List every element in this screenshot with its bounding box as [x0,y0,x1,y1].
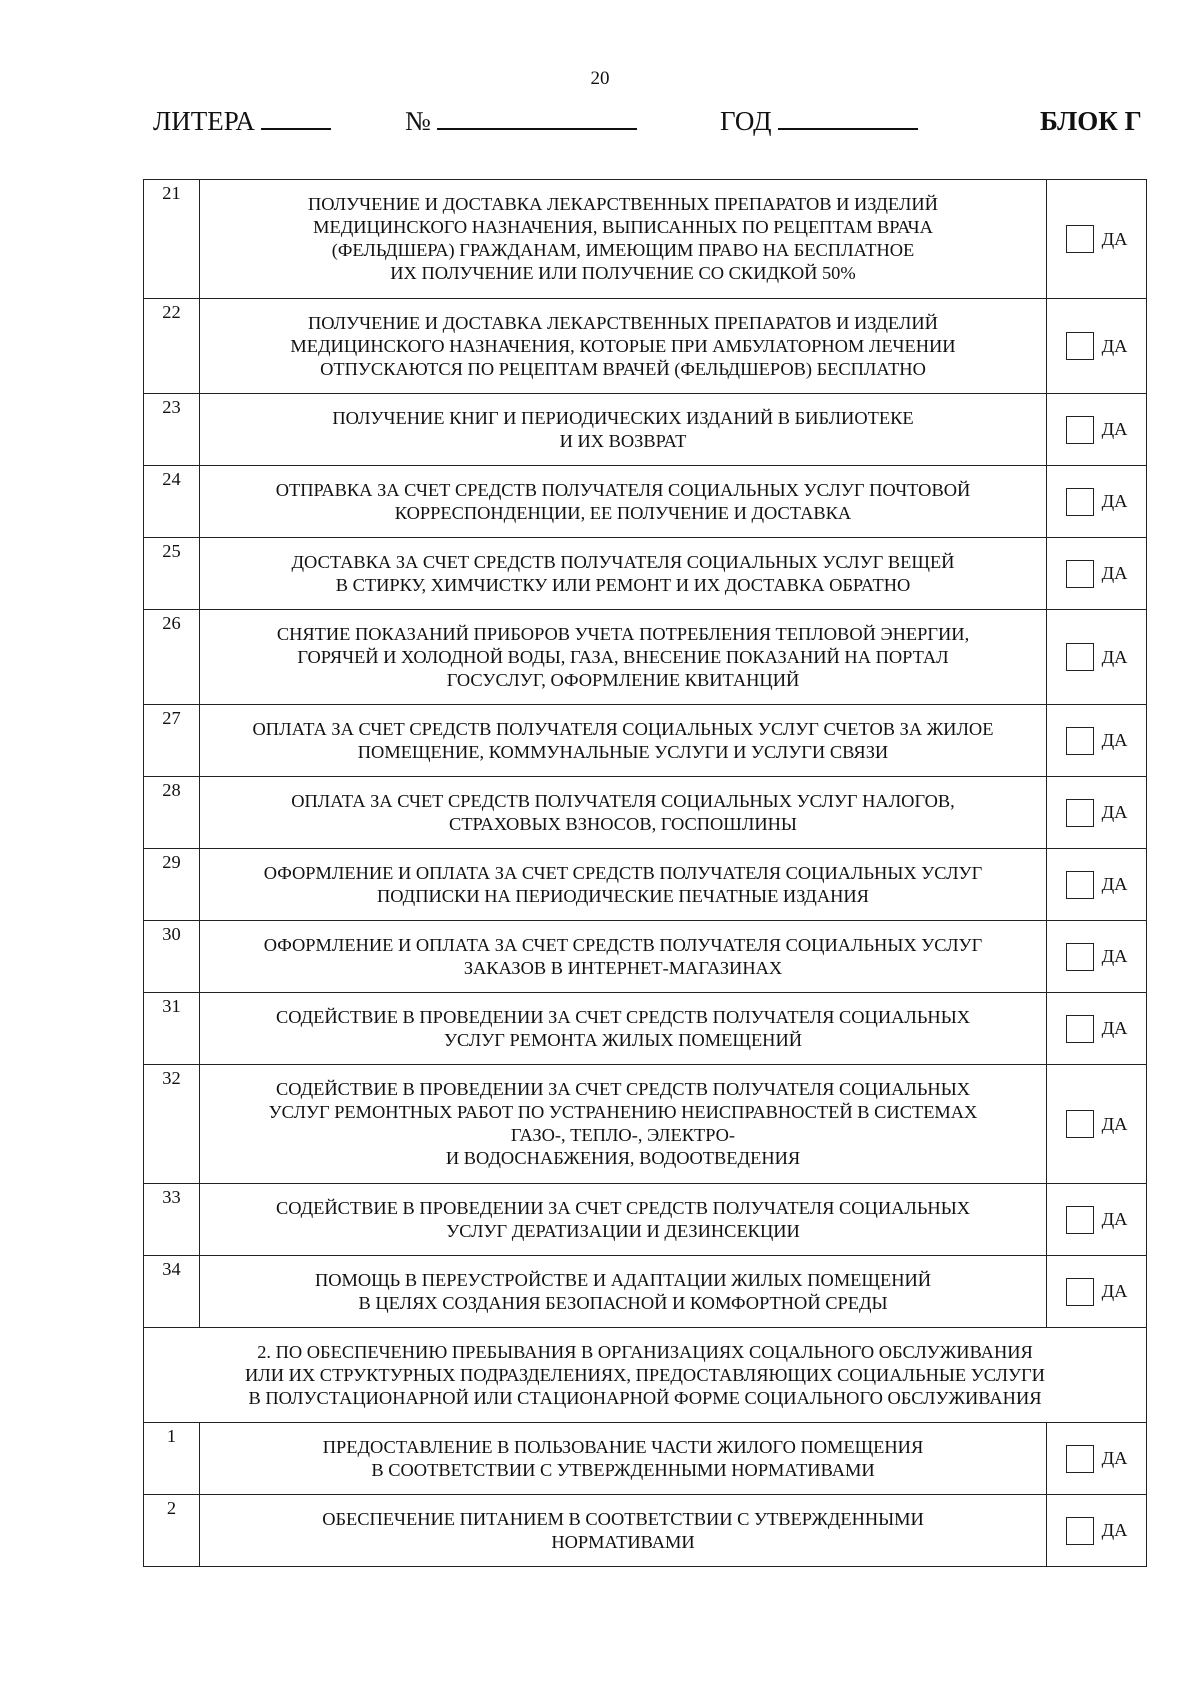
row-number: 34 [144,1256,200,1328]
answer-cell [1047,1065,1147,1184]
description-line: ГАЗО-, ТЕПЛО-, ЭЛЕКТРО- [510,1125,736,1145]
description-line: ОФОРМЛЕНИЕ И ОПЛАТА ЗА СЧЕТ СРЕДСТВ ПОЛУЧАТЕЛЯ СОЦИАЛЬНЫХ УСЛУГ [263,934,983,955]
yes-label: ДА [1101,335,1128,356]
answer-wrap [1047,727,1146,755]
yes-label: ДА [1101,1018,1128,1038]
yes-checkbox[interactable] [1066,727,1094,755]
service-description [200,849,1047,921]
description-line: ПОЛУЧЕНИЕ И ДОСТАВКА ЛЕКАРСТВЕННЫХ ПРЕПАРАТОВ И ИЗДЕЛИЙ [308,194,938,214]
answer-cell [1047,777,1147,849]
yes-checkbox[interactable] [1066,1110,1094,1138]
yes-checkbox[interactable] [1066,1206,1094,1234]
description-line: УСЛУГ РЕМОНТА ЖИЛЫХ ПОМЕЩЕНИЙ [443,1029,803,1050]
answer-wrap [1047,416,1146,444]
yes-checkbox[interactable] [1066,1278,1094,1306]
yes-checkbox[interactable] [1066,943,1094,971]
number-input-line[interactable] [437,104,637,130]
table-row [144,180,1147,299]
yes-checkbox[interactable] [1066,1015,1094,1043]
description-line: ПОЛУЧЕНИЕ КНИГ И ПЕРИОДИЧЕСКИХ ИЗДАНИЙ В БИБЛИОТЕКЕ [332,407,914,428]
answer-wrap [1047,1278,1146,1306]
description-line: ГОРЯЧЕЙ И ХОЛОДНОЙ ВОДЫ, ГАЗА, ВНЕСЕНИЕ ПОКАЗАНИЙ НА ПОРТАЛ [297,646,949,667]
answer-cell [1047,705,1147,777]
answer-wrap [1047,1015,1146,1043]
yes-label: ДА [1101,1113,1128,1134]
description-line: ОТПРАВКА ЗА СЧЕТ СРЕДСТВ ПОЛУЧАТЕЛЯ СОЦИАЛЬНЫХ УСЛУГ ПОЧТОВОЙ [275,479,971,500]
section-title-line: В ПОЛУСТАЦИОНАРНОЙ ИЛИ СТАЦИОНАРНОЙ ФОРМЕ СОЦИАЛЬНОГО ОБСЛУЖИВАНИЯ [248,1387,1042,1408]
answer-wrap [1047,871,1146,899]
description-line: ПРЕДОСТАВЛЕНИЕ В ПОЛЬЗОВАНИЕ ЧАСТИ ЖИЛОГО ПОМЕЩЕНИЯ [322,1436,924,1457]
yes-label: ДА [1101,1448,1128,1468]
description-line: ОПЛАТА ЗА СЧЕТ СРЕДСТВ ПОЛУЧАТЕЛЯ СОЦИАЛЬНЫХ УСЛУГ НАЛОГОВ, [291,790,955,811]
section-title-line: ИЛИ ИХ СТРУКТУРНЫХ ПОДРАЗДЕЛЕНИЯХ, ПРЕДОСТАВЛЯЮЩИХ СОЦИАЛЬНЫЕ УСЛУГИ [245,1364,1045,1385]
row-number: 32 [144,1065,200,1184]
table-row [144,466,1147,538]
service-description [200,394,1047,466]
answer-wrap [1047,560,1146,588]
description-line: ПОДПИСКИ НА ПЕРИОДИЧЕСКИЕ ПЕЧАТНЫЕ ИЗДАНИЯ [377,885,869,906]
table-row [144,299,1147,394]
description-line: ДОСТАВКА ЗА СЧЕТ СРЕДСТВ ПОЛУЧАТЕЛЯ СОЦИАЛЬНЫХ УСЛУГ ВЕЩЕЙ [291,551,955,572]
yes-checkbox[interactable] [1066,225,1094,253]
yes-checkbox[interactable] [1066,799,1094,827]
page-number: 20 [590,68,610,89]
answer-wrap [1047,332,1146,360]
row-number: 30 [144,921,200,993]
description-line: ЗАКАЗОВ В ИНТЕРНЕТ-МАГАЗИНАХ [463,957,783,978]
yes-checkbox[interactable] [1066,332,1094,360]
row-number: 26 [144,610,200,705]
table-row [144,849,1147,921]
answer-wrap [1047,1517,1146,1545]
yes-checkbox[interactable] [1066,1445,1094,1473]
table-row [144,1065,1147,1184]
litera-input-line[interactable] [261,104,331,130]
row-number: 22 [144,299,200,394]
yes-label: ДА [1101,1209,1128,1229]
answer-cell [1047,1495,1147,1567]
services-table-body [144,180,1147,1567]
description-line: УСЛУГ РЕМОНТНЫХ РАБОТ ПО УСТРАНЕНИЮ НЕИСПРАВНОСТЕЙ В СИСТЕМАХ [268,1102,978,1122]
yes-label: ДА [1101,563,1128,583]
description-line: СОДЕЙСТВИЕ В ПРОВЕДЕНИИ ЗА СЧЕТ СРЕДСТВ ПОЛУЧАТЕЛЯ СОЦИАЛЬНЫХ [275,1006,971,1027]
yes-checkbox[interactable] [1066,488,1094,516]
description-line: СОДЕЙСТВИЕ В ПРОВЕДЕНИИ ЗА СЧЕТ СРЕДСТВ ПОЛУЧАТЕЛЯ СОЦИАЛЬНЫХ [275,1197,971,1218]
description-line: ПОМОЩЬ В ПЕРЕУСТРОЙСТВЕ И АДАПТАЦИИ ЖИЛЫХ ПОМЕЩЕНИЙ [314,1269,932,1290]
answer-cell [1047,921,1147,993]
service-description [200,1065,1047,1184]
yes-label: ДА [1101,946,1128,966]
row-number: 25 [144,538,200,610]
table-row [144,394,1147,466]
service-description [200,1495,1047,1567]
table-row [144,921,1147,993]
service-description [200,1184,1047,1256]
answer-cell [1047,993,1147,1065]
table-row [144,538,1147,610]
answer-wrap [1047,643,1146,671]
service-description [200,180,1047,299]
service-description [200,777,1047,849]
service-description [200,538,1047,610]
yes-label: ДА [1101,419,1128,439]
description-line: СТРАХОВЫХ ВЗНОСОВ, ГОСПОШЛИНЫ [449,813,797,834]
table-row [144,1256,1147,1328]
description-line: УСЛУГ ДЕРАТИЗАЦИИ И ДЕЗИНСЕКЦИИ [446,1220,800,1241]
answer-cell [1047,610,1147,705]
yes-label: ДА [1101,730,1128,750]
description-line: В СООТВЕТСТВИИ С УТВЕРЖДЕННЫМИ НОРМАТИВАМИ [371,1459,875,1480]
description-line: ПОМЕЩЕНИЕ, КОММУНАЛЬНЫЕ УСЛУГИ И УСЛУГИ СВЯЗИ [357,741,889,762]
section-header-row [144,1328,1147,1423]
block-label: БЛОК Г [1040,106,1142,136]
table-row [144,610,1147,705]
service-description [200,299,1047,394]
service-description [200,610,1047,705]
service-description [200,1256,1047,1328]
yes-label: ДА [1101,802,1128,822]
row-number: 27 [144,705,200,777]
services-table [143,179,1147,1567]
row-number: 29 [144,849,200,921]
answer-cell [1047,299,1147,394]
service-description [200,993,1047,1065]
litera-field [153,104,331,138]
answer-wrap [1047,799,1146,827]
answer-cell [1047,394,1147,466]
answer-cell [1047,1184,1147,1256]
answer-wrap [1047,225,1146,253]
row-number: 28 [144,777,200,849]
description-line: ОПЛАТА ЗА СЧЕТ СРЕДСТВ ПОЛУЧАТЕЛЯ СОЦИАЛЬНЫХ УСЛУГ СЧЕТОВ ЗА ЖИЛОЕ [252,718,994,739]
description-line: ИХ ПОЛУЧЕНИЕ ИЛИ ПОЛУЧЕНИЕ СО СКИДКОЙ 50% [390,263,856,283]
litera-label: ЛИТЕРА [153,106,255,136]
answer-wrap [1047,488,1146,516]
row-number: 24 [144,466,200,538]
service-description [200,921,1047,993]
yes-checkbox[interactable] [1066,643,1094,671]
description-line: ОФОРМЛЕНИЕ И ОПЛАТА ЗА СЧЕТ СРЕДСТВ ПОЛУЧАТЕЛЯ СОЦИАЛЬНЫХ УСЛУГ [263,862,983,883]
yes-checkbox[interactable] [1066,416,1094,444]
answer-cell [1047,849,1147,921]
answer-cell [1047,1256,1147,1328]
description-line: В СТИРКУ, ХИМЧИСТКУ ИЛИ РЕМОНТ И ИХ ДОСТАВКА ОБРАТНО [335,574,911,595]
table-row [144,1495,1147,1567]
description-line: НОРМАТИВАМИ [551,1531,695,1552]
answer-cell [1047,1423,1147,1495]
table-row [144,705,1147,777]
row-number: 33 [144,1184,200,1256]
year-label: ГОД [720,106,772,136]
row-number: 23 [144,394,200,466]
yes-label: ДА [1101,1281,1128,1301]
yes-label: ДА [1101,646,1128,667]
year-field [720,104,918,138]
description-line: (ФЕЛЬДШЕРА) ГРАЖДАНАМ, ИМЕЮЩИМ ПРАВО НА БЕСПЛАТНОЕ [331,240,915,260]
table-row [144,777,1147,849]
description-line: МЕДИЦИНСКОГО НАЗНАЧЕНИЯ, КОТОРЫЕ ПРИ АМБУЛАТОРНОМ ЛЕЧЕНИИ [290,335,956,356]
service-description [200,466,1047,538]
table-row [144,993,1147,1065]
number-field [405,104,637,138]
row-number: 21 [144,180,200,299]
service-description [200,705,1047,777]
yes-label: ДА [1101,1520,1128,1540]
row-number: 1 [144,1423,200,1495]
year-input-line[interactable] [778,104,918,130]
yes-checkbox[interactable] [1066,560,1094,588]
service-description [200,1423,1047,1495]
answer-wrap [1047,943,1146,971]
description-line: И ВОДОСНАБЖЕНИЯ, ВОДООТВЕДЕНИЯ [445,1148,801,1168]
answer-cell [1047,180,1147,299]
answer-wrap [1047,1110,1146,1138]
table-row [144,1184,1147,1256]
description-line: ПОЛУЧЕНИЕ И ДОСТАВКА ЛЕКАРСТВЕННЫХ ПРЕПАРАТОВ И ИЗДЕЛИЙ [308,312,938,333]
row-number: 2 [144,1495,200,1567]
answer-wrap [1047,1206,1146,1234]
description-line: ОТПУСКАЮТСЯ ПО РЕЦЕПТАМ ВРАЧЕЙ (ФЕЛЬДШЕРОВ) БЕСПЛАТНО [320,358,926,379]
answer-cell [1047,538,1147,610]
description-line: КОРРЕСПОНДЕНЦИИ, ЕЕ ПОЛУЧЕНИЕ И ДОСТАВКА [394,502,852,523]
table-row [144,1423,1147,1495]
yes-label: ДА [1101,874,1128,894]
yes-checkbox[interactable] [1066,871,1094,899]
description-line: СОДЕЙСТВИЕ В ПРОВЕДЕНИИ ЗА СЧЕТ СРЕДСТВ ПОЛУЧАТЕЛЯ СОЦИАЛЬНЫХ [275,1079,971,1099]
description-line: ГОСУСЛУГ, ОФОРМЛЕНИЕ КВИТАНЦИЙ [446,669,800,690]
yes-checkbox[interactable] [1066,1517,1094,1545]
description-line: И ИХ ВОЗВРАТ [559,430,687,451]
yes-label: ДА [1101,228,1128,249]
section-2-title [144,1328,1147,1423]
description-line: МЕДИЦИНСКОГО НАЗНАЧЕНИЯ, ВЫПИСАННЫХ ПО РЕЦЕПТАМ ВРАЧА [313,217,933,237]
yes-label: ДА [1101,491,1128,511]
number-label: № [405,106,431,136]
answer-wrap [1047,1445,1146,1473]
description-line: СНЯТИЕ ПОКАЗАНИЙ ПРИБОРОВ УЧЕТА ПОТРЕБЛЕНИЯ ТЕПЛОВОЙ ЭНЕРГИИ, [276,623,970,644]
section-title-line: 2. ПО ОБЕСПЕЧЕНИЮ ПРЕБЫВАНИЯ В ОРГАНИЗАЦИЯХ СОЦАЛЬНОГО ОБСЛУЖИВАНИЯ [257,1341,1033,1362]
description-line: ОБЕСПЕЧЕНИЕ ПИТАНИЕМ В СООТВЕТСТВИИ С УТВЕРЖДЕННЫМИ [322,1508,924,1529]
description-line: В ЦЕЛЯХ СОЗДАНИЯ БЕЗОПАСНОЙ И КОМФОРТНОЙ СРЕДЫ [358,1292,888,1313]
answer-cell [1047,466,1147,538]
row-number: 31 [144,993,200,1065]
